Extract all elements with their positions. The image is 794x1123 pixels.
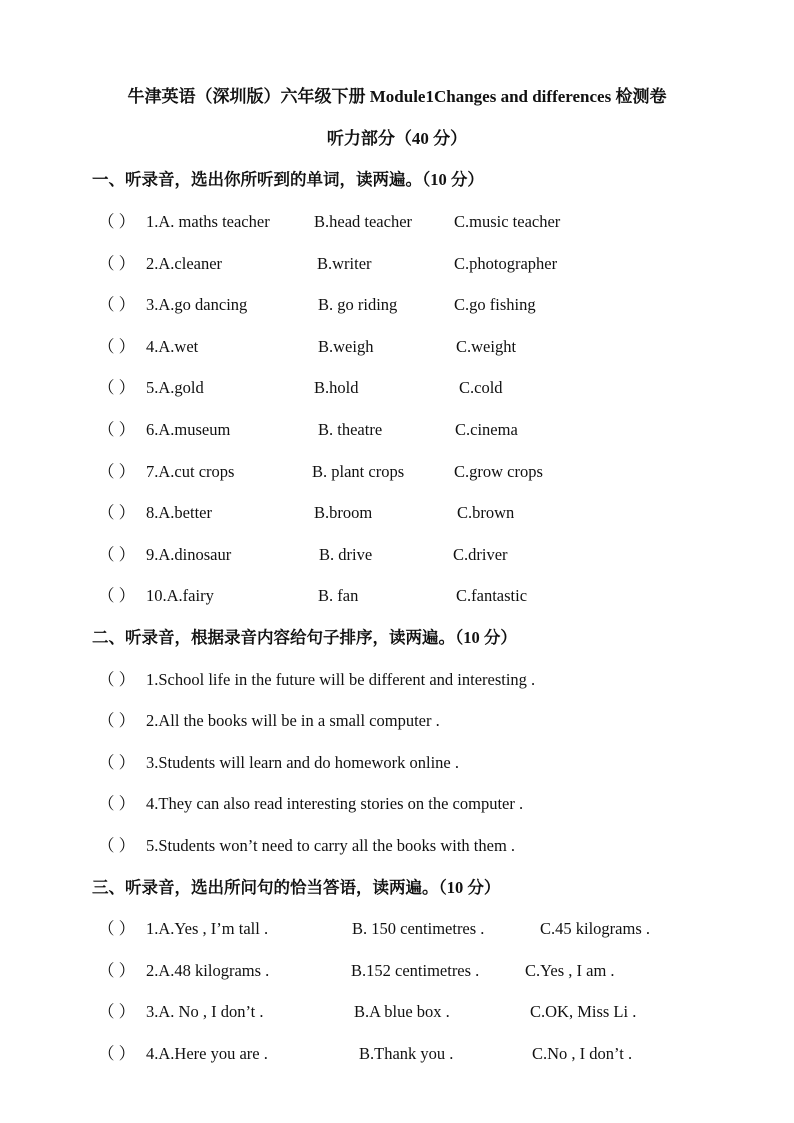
option-c: C.fantastic [456, 586, 528, 605]
option-a: 8.A.better [146, 503, 212, 522]
sentence-text: 2.All the books will be in a small computer . [146, 711, 440, 730]
answer-blank[interactable]: （ ） [98, 503, 136, 522]
option-b: B.Thank you . [359, 1044, 454, 1063]
option-b: B.152 centimetres . [351, 961, 480, 980]
answer-blank[interactable]: （ ） [98, 254, 136, 273]
option-c: C.photographer [454, 254, 558, 273]
option-a: 7.A.cut crops [146, 462, 235, 481]
option-b: B. 150 centimetres . [352, 919, 485, 938]
answer-blank[interactable]: （ ） [98, 794, 136, 813]
option-b: B.writer [317, 254, 372, 273]
option-b: B.hold [314, 378, 359, 397]
answer-blank[interactable]: （ ） [98, 753, 136, 772]
option-a: 3.A.go dancing [146, 295, 248, 314]
answer-blank[interactable]: （ ） [98, 1002, 136, 1021]
answer-blank[interactable]: （ ） [98, 295, 136, 314]
option-a: 2.A.cleaner [146, 254, 223, 273]
option-b: B. go riding [318, 295, 398, 314]
option-b: B.head teacher [314, 212, 413, 231]
option-c: C.cinema [455, 420, 518, 439]
page-subtitle: 听力部分（40 分） [326, 129, 468, 148]
answer-blank[interactable]: （ ） [98, 337, 136, 356]
answer-blank[interactable]: （ ） [98, 1044, 136, 1063]
section2-heading: 二、听录音，根据录音内容给句子排序，读两遍。（10 分） [92, 628, 517, 647]
option-a: 1.A.Yes , I’m tall . [146, 919, 269, 938]
section1-heading: 一、听录音，选出你所听到的单词，读两遍。（10 分） [92, 170, 484, 189]
option-b: B.A blue box . [354, 1002, 450, 1021]
option-c: C.brown [457, 503, 515, 522]
option-c: C.weight [456, 337, 517, 356]
answer-blank[interactable]: （ ） [98, 961, 136, 980]
answer-blank[interactable]: （ ） [98, 420, 136, 439]
option-a: 6.A.museum [146, 420, 231, 439]
option-b: B. drive [319, 545, 373, 564]
option-b: B. theatre [318, 420, 383, 439]
option-c: C.go fishing [454, 295, 536, 314]
sentence-text: 5.Students won’t need to carry all the books with them . [146, 836, 516, 855]
option-b: B. plant crops [312, 462, 405, 481]
option-a: 10.A.fairy [146, 586, 214, 605]
option-b: B.weigh [318, 337, 374, 356]
option-a: 4.A.wet [146, 337, 199, 356]
answer-blank[interactable]: （ ） [98, 462, 136, 481]
answer-blank[interactable]: （ ） [98, 836, 136, 855]
option-c: C.music teacher [454, 212, 561, 231]
option-a: 1.A. maths teacher [146, 212, 270, 231]
sentence-text: 3.Students will learn and do homework online . [146, 753, 459, 772]
option-c: C.driver [453, 545, 508, 564]
answer-blank[interactable]: （ ） [98, 711, 136, 730]
answer-blank[interactable]: （ ） [98, 378, 136, 397]
answer-blank[interactable]: （ ） [98, 545, 136, 564]
option-c: C.45 kilograms . [540, 919, 650, 938]
option-c: C.cold [459, 378, 503, 397]
option-a: 2.A.48 kilograms . [146, 961, 270, 980]
option-c: C.Yes , I am . [525, 961, 615, 980]
option-c: C.OK, Miss Li . [530, 1002, 637, 1021]
answer-blank[interactable]: （ ） [98, 212, 136, 231]
sentence-text: 4.They can also read interesting stories on the computer . [146, 794, 524, 813]
option-a: 3.A. No , I don’t . [146, 1002, 264, 1021]
answer-blank[interactable]: （ ） [98, 586, 136, 605]
option-c: C.grow crops [454, 462, 543, 481]
option-b: B. fan [318, 586, 359, 605]
sentence-text: 1.School life in the future will be different and interesting . [146, 670, 536, 689]
answer-blank[interactable]: （ ） [98, 919, 136, 938]
answer-blank[interactable]: （ ） [98, 670, 136, 689]
page-title: 牛津英语（深圳版）六年级下册 Module1Changes and differences 检测卷 [127, 87, 667, 106]
option-a: 5.A.gold [146, 378, 204, 397]
option-c: C.No , I don’t . [532, 1044, 633, 1063]
section3-heading: 三、听录音，选出所问句的恰当答语，读两遍。（10 分） [92, 878, 501, 897]
option-a: 9.A.dinosaur [146, 545, 232, 564]
option-a: 4.A.Here you are . [146, 1044, 268, 1063]
option-b: B.broom [314, 503, 373, 522]
